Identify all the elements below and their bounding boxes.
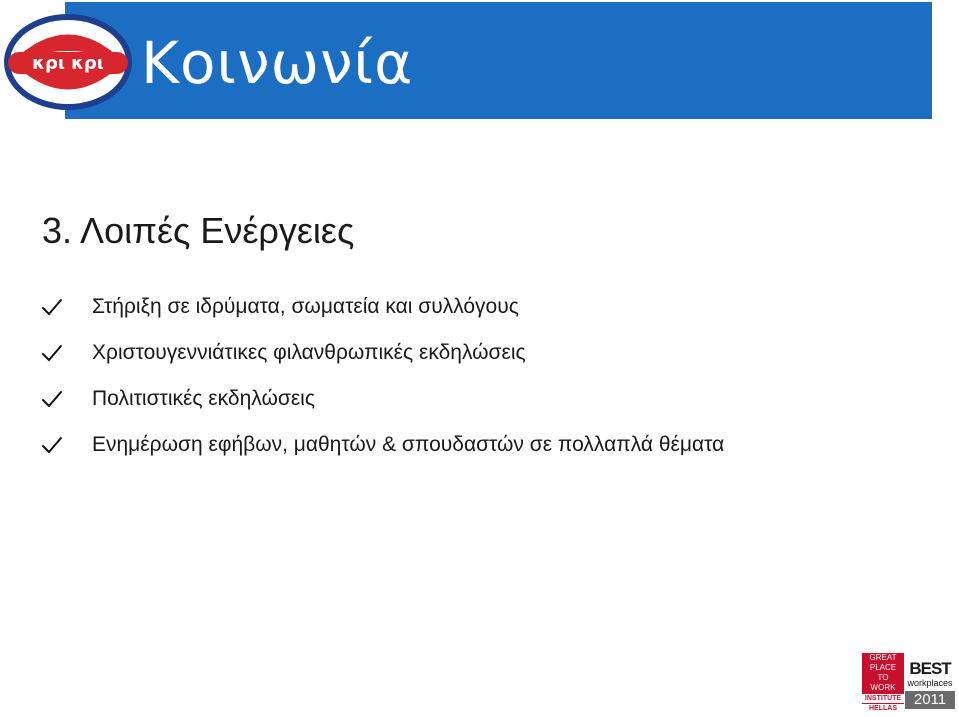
kri-kri-logo (2, 12, 134, 112)
list-item-text: Χριστουγεννιάτικες φιλανθρωπικές εκδηλώσεις (92, 341, 526, 364)
best-subtitle: workplaces (907, 678, 953, 688)
section-heading: 3. Λοιπές Ενέργειες (42, 210, 355, 251)
list-item (40, 284, 724, 330)
best-year: 2011 (905, 691, 955, 709)
checkmark-icon (40, 341, 64, 365)
list-item (40, 330, 724, 376)
list-item-text: Πολιτιστικές εκδηλώσεις (92, 387, 315, 410)
gptw-line: HELLAS (862, 704, 904, 711)
gptw-line: GREAT (869, 653, 897, 662)
great-place-to-work-badge (862, 653, 904, 711)
best-workplaces-badge (905, 659, 955, 711)
checkmark-icon (40, 295, 64, 319)
list-item (40, 422, 724, 468)
logo-text: κρι κρι (32, 53, 104, 74)
list-item (40, 376, 724, 422)
list-item-text: Ενημέρωση εφήβων, μαθητών & σπουδαστών σε πολλαπλά θέματα (92, 433, 725, 456)
checkmark-icon (40, 387, 64, 411)
bullet-list (40, 284, 724, 468)
gptw-line: TO (877, 673, 889, 682)
gptw-line: WORK (870, 683, 896, 692)
list-item-text: Στήριξη σε ιδρύματα, σωματεία και συλλόγους (92, 295, 519, 318)
best-title: BEST (909, 659, 951, 678)
gptw-line: PLACE (869, 663, 897, 672)
checkmark-icon (40, 433, 64, 457)
page-title: Κοινωνία (141, 29, 414, 97)
gptw-line: INSTITUTE (862, 694, 904, 703)
